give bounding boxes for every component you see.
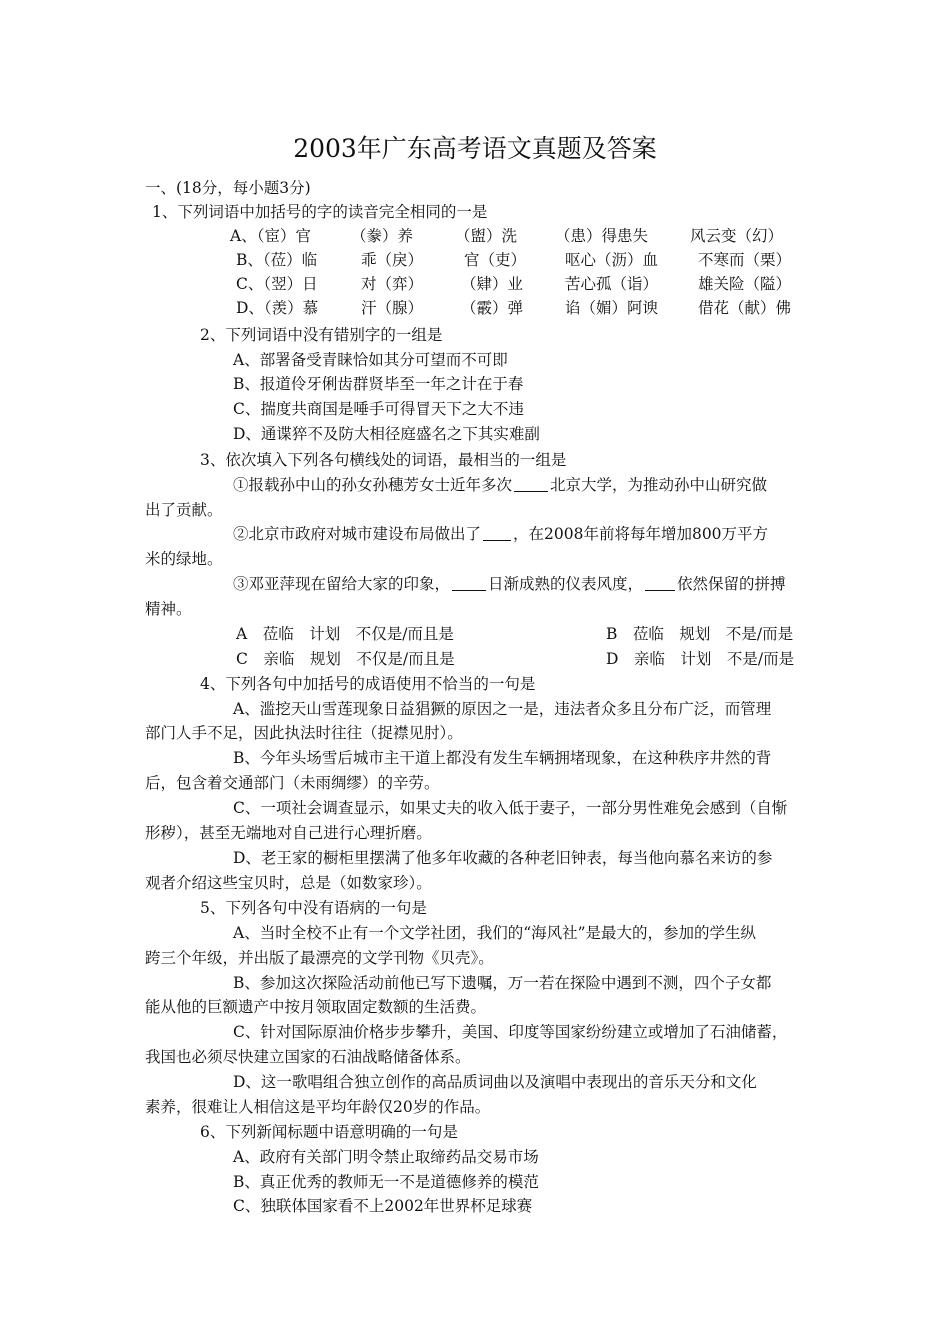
sentence-text: ①报载孙中山的孙女孙穗芳女士近年多次 [233, 476, 513, 494]
question-4-option-b: B、今年头场雪后城市主干道上都没有发生车辆拥堵现象，在这种秩序井然的背 [233, 749, 772, 767]
grid-cell: 乖（戾） [361, 251, 424, 269]
question-5-option-d: D、这一歌唱组合独立创作的高品质词曲以及演唱中表现出的音乐天分和文化 [233, 1073, 757, 1091]
sentence-text: 依然保留的拼搏 [677, 575, 786, 593]
grid-cell: A、（宦）官 [230, 227, 311, 245]
question-3-sentence-3 [233, 572, 786, 596]
question-3-sentence-1-cont: 出了贡献。 [145, 501, 223, 519]
question-2-stem: 2、下列词语中没有错别字的一组是 [200, 326, 443, 344]
grid-cell: （盥）洗 [455, 227, 518, 245]
section-heading: 一、(18分，每小题3分) [145, 179, 311, 197]
sentence-text: 日渐成熟的仪表风度， [488, 575, 644, 593]
question-3-option-d: D 亲临 计划 不是/而是 [606, 650, 795, 668]
fill-blank [645, 574, 675, 591]
fill-blank [483, 524, 511, 541]
question-2-option-b: B、报道伶牙俐齿群贤毕至一年之计在于春 [233, 375, 524, 393]
question-5-option-c-cont: 我国也必须尽快建立国家的石油战略储备体系。 [145, 1048, 471, 1066]
question-4-option-d-cont: 观者介绍这些宝贝时，总是（如数家珍）。 [145, 874, 432, 892]
question-5-option-a: A、当时全校不止有一个文学社团，我们的“海风社”是最大的，参加的学生纵 [233, 924, 757, 942]
grid-cell: 雄关险（隘） [698, 275, 792, 293]
question-6-stem: 6、下列新闻标题中语意明确的一句是 [200, 1123, 458, 1141]
question-1-option-b [0, 248, 950, 272]
grid-cell: （霰）弹 [461, 299, 524, 317]
question-3-sentence-1 [233, 473, 767, 497]
grid-cell: 借花（献）佛 [698, 299, 792, 317]
grid-cell: 不寒而（栗） [698, 251, 792, 269]
grid-cell: 对（弈） [361, 275, 424, 293]
grid-cell: B、（莅）临 [236, 251, 318, 269]
grid-cell: C、（翌）日 [236, 275, 318, 293]
question-3-option-a: A 莅临 计划 不仅是/而且是 [236, 625, 454, 643]
question-5-option-b-cont: 能从他的巨额遗产中按月领取固定数额的生活费。 [145, 998, 487, 1016]
question-3-sentence-2-cont: 米的绿地。 [145, 550, 223, 568]
question-2-option-c: C、揣度共商国是唾手可得冒天下之大不违 [233, 400, 524, 418]
grid-cell: 风云变（幻） [690, 227, 784, 245]
question-4-option-d: D、老王家的橱柜里摆满了他多年收藏的各种老旧钟表，每当他向慕名来访的参 [233, 849, 773, 867]
question-1-option-c [0, 272, 950, 296]
sentence-text: 北京大学，为推动孙中山研究做 [550, 476, 768, 494]
question-1-option-a [0, 224, 950, 248]
grid-cell: （肄）业 [461, 275, 524, 293]
sentence-text: ，在2008年前将每年增加800万平方 [513, 525, 769, 543]
question-3-stem: 3、依次填入下列各句横线处的词语，最相当的一组是 [200, 451, 567, 469]
grid-cell: 谄（媚）阿谀 [565, 299, 659, 317]
question-4-stem: 4、下列各句中加括号的成语使用不恰当的一句是 [200, 675, 536, 693]
grid-cell: 苦心孤（诣） [565, 275, 659, 293]
question-5-option-a-cont: 跨三个年级，并出版了最漂亮的文学刊物《贝壳》。 [145, 949, 494, 967]
question-3-option-b: B 莅临 规划 不是/而是 [606, 625, 794, 643]
question-4-option-b-cont: 后，包含着交通部门（未雨绸缪）的辛劳。 [145, 774, 440, 792]
question-4-option-c: C、一项社会调查显示，如果丈夫的收入低于妻子，一部分男性难免会感到（自惭 [233, 799, 788, 817]
question-4-option-a-cont: 部门人手不足，因此执法时往往（捉襟见肘）。 [145, 724, 463, 742]
sentence-text: ③邓亚萍现在留给大家的印象， [233, 575, 451, 593]
question-4-option-a: A、滥挖天山雪莲现象日益猖獗的原因之一是，违法者众多且分布广泛，而管理 [233, 700, 772, 718]
fill-blank [452, 574, 486, 591]
question-5-option-b: B、参加这次探险活动前他已写下遗嘱，万一若在探险中遇到不测，四个子女都 [233, 974, 772, 992]
question-3-sentence-2 [233, 522, 768, 546]
question-1-option-d [0, 296, 950, 320]
question-5-option-c: C、针对国际原油价格步步攀升，美国、印度等国家纷纷建立或增加了石油储蓄， [233, 1023, 788, 1041]
grid-cell: （患）得患失 [555, 227, 649, 245]
question-6-option-c: C、独联体国家看不上2002年世界杯足球赛 [233, 1197, 533, 1215]
question-5-stem: 5、下列各句中没有语病的一句是 [200, 899, 427, 917]
question-4-option-c-cont: 形秽），甚至无端地对自己进行心理折磨。 [145, 824, 432, 842]
fill-blank [514, 475, 548, 492]
grid-cell: （豢）养 [351, 227, 414, 245]
question-2-option-d: D、通谍猝不及防大相径庭盛名之下其实难副 [233, 425, 540, 443]
question-2-option-a: A、部署备受青睐恰如其分可望而不可即 [233, 351, 508, 369]
question-5-option-d-cont: 素养，很难让人相信这是平均年龄仅20岁的作品。 [145, 1098, 491, 1116]
question-6-option-a: A、政府有关部门明令禁止取缔药品交易市场 [233, 1148, 539, 1166]
question-6-option-b: B、真正优秀的教师无一不是道德修养的模范 [233, 1173, 539, 1191]
grid-cell: 呕心（沥）血 [565, 251, 659, 269]
grid-cell: D、（羡）慕 [236, 299, 319, 317]
sentence-text: ②北京市政府对城市建设布局做出了 [233, 525, 482, 543]
question-1-stem: 1、下列词语中加括号的字的读音完全相同的一是 [152, 203, 488, 221]
question-3-sentence-3-cont: 精神。 [145, 600, 192, 618]
grid-cell: 汗（腺） [361, 299, 424, 317]
question-3-option-c: C 亲临 规划 不仅是/而且是 [236, 650, 455, 668]
document-title: 2003年广东高考语文真题及答案 [293, 134, 657, 163]
grid-cell: 官（吏） [464, 251, 527, 269]
